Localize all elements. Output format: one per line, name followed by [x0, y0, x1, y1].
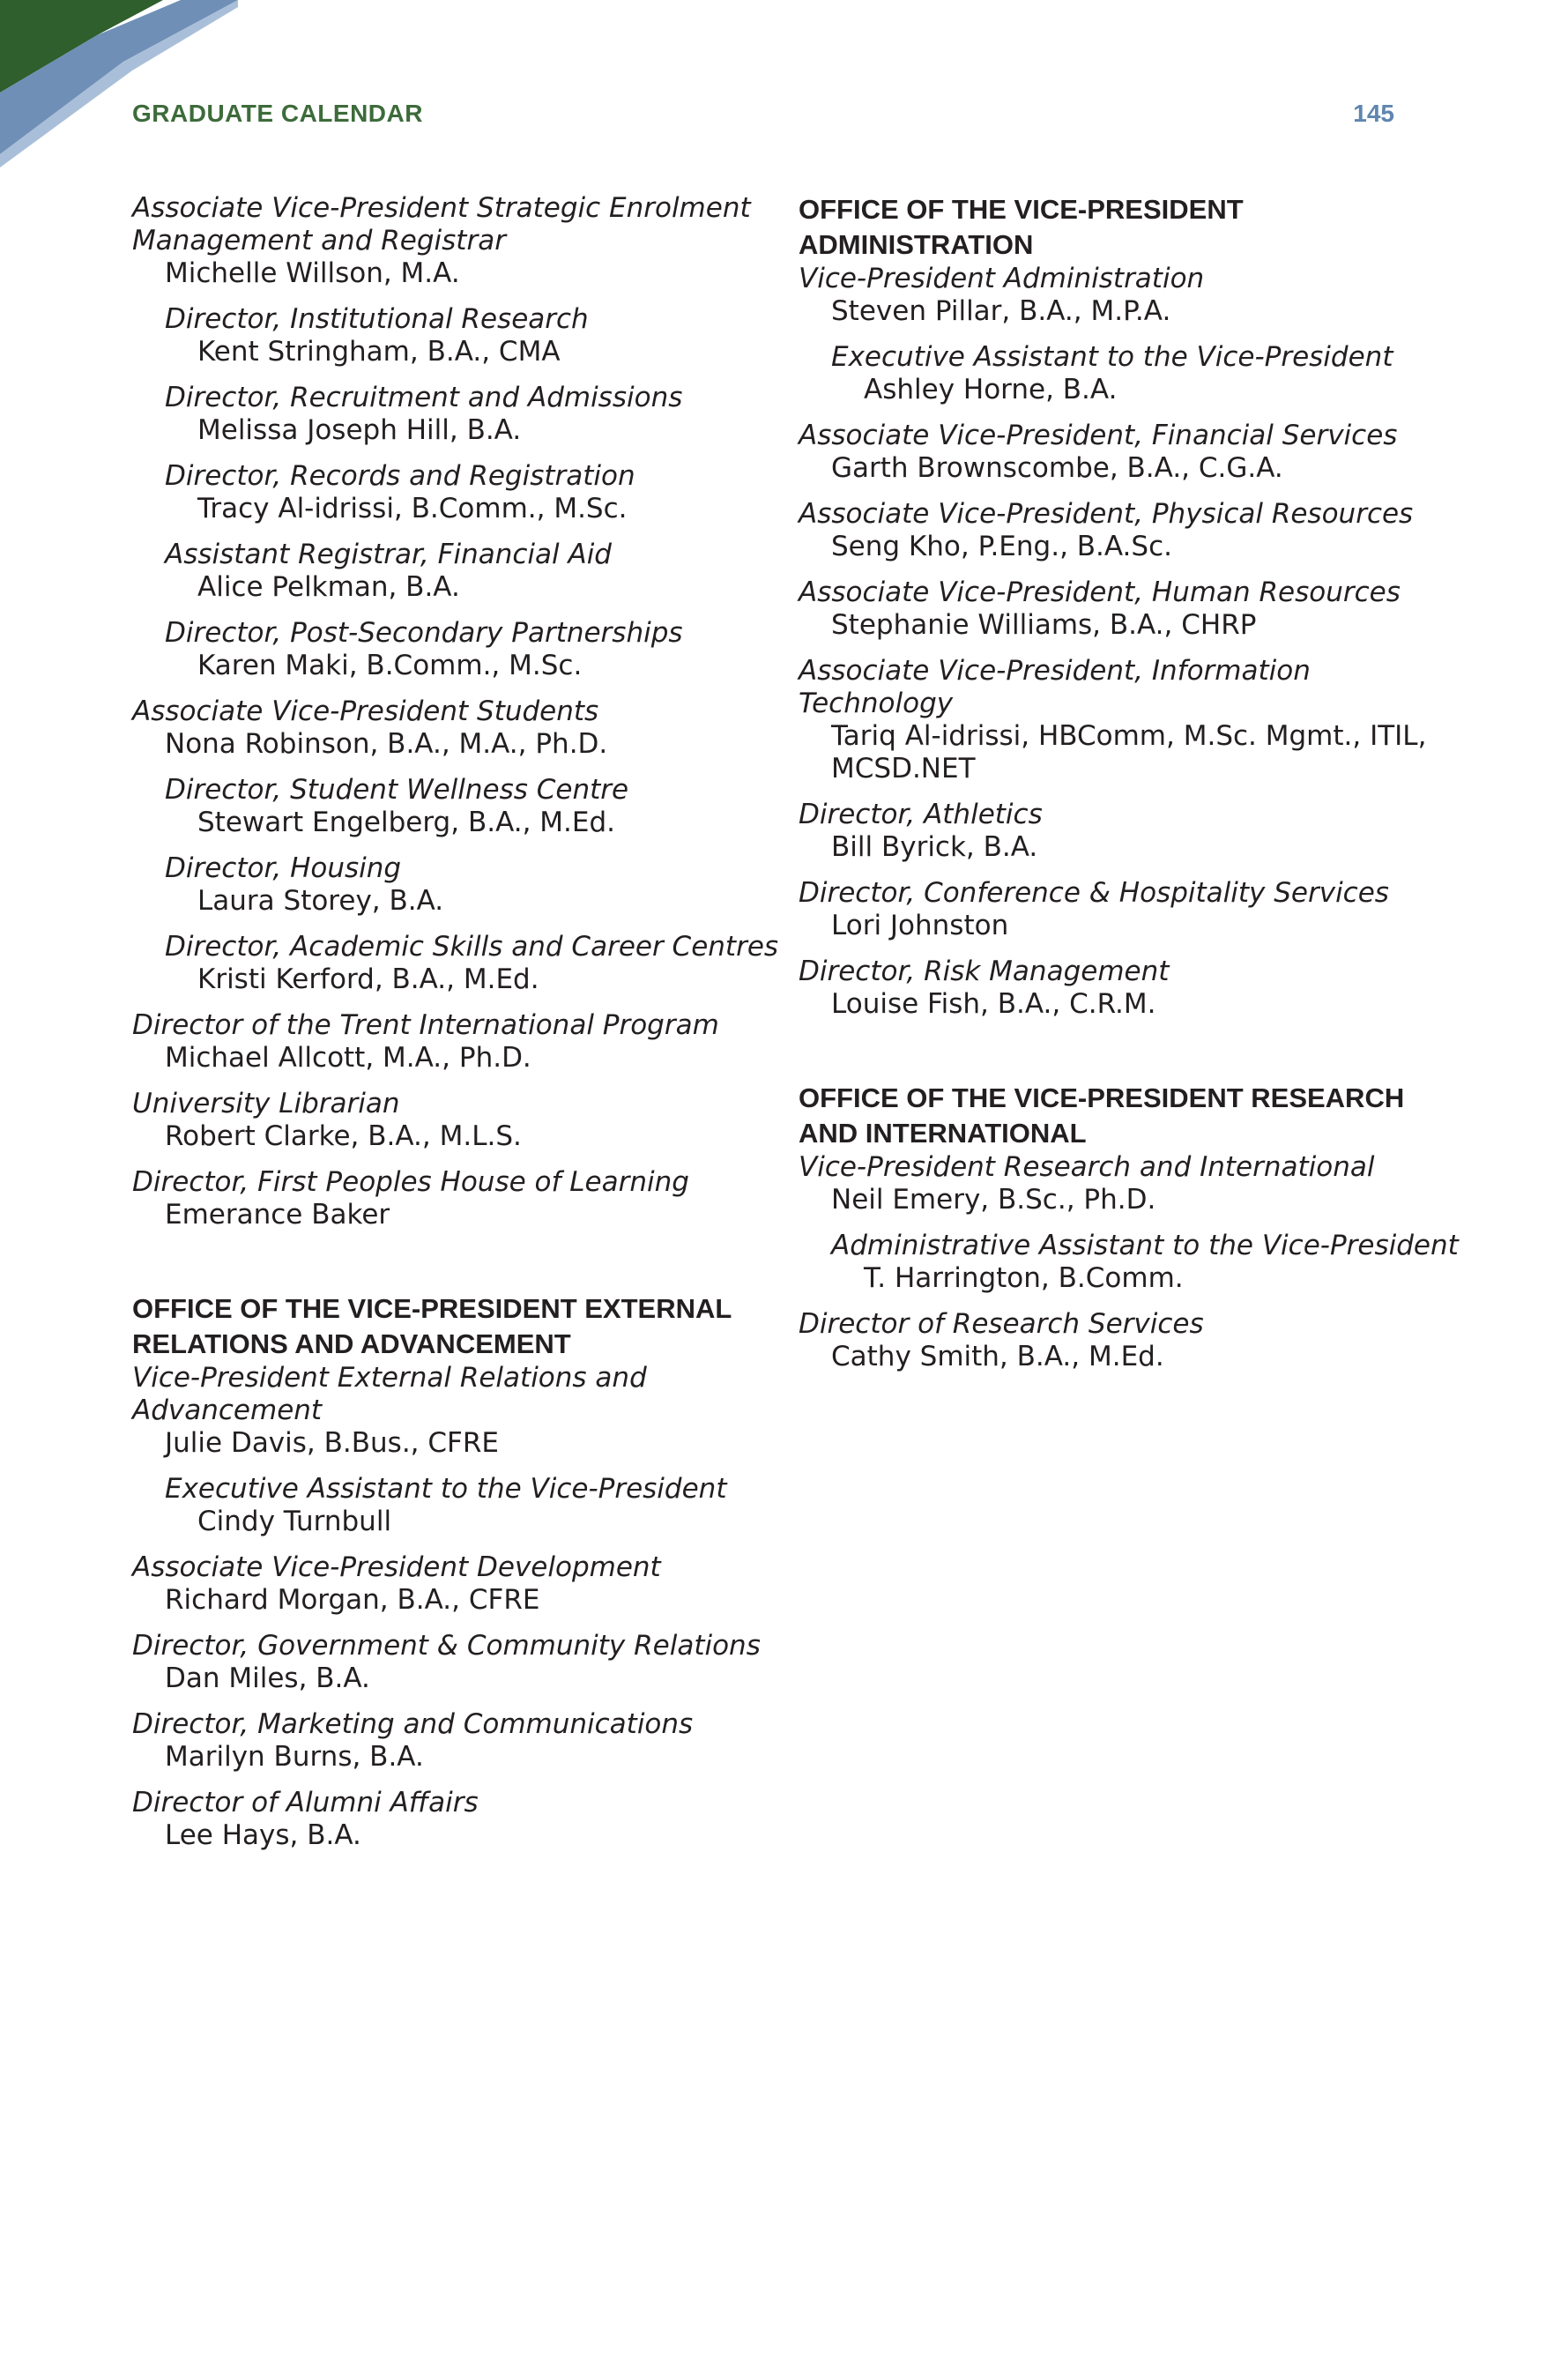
entry-name: Kristi Kerford, B.A., M.Ed. — [197, 963, 539, 995]
entry — [132, 1009, 802, 1075]
entry-role: Executive Assistant to the Vice-President — [831, 341, 1393, 373]
entry — [132, 617, 802, 682]
entry — [132, 1166, 802, 1231]
entry — [132, 852, 802, 918]
entry-role: Associate Vice-President, Physical Resources — [799, 498, 1414, 530]
entry-role: Vice-President External Relations and Advancement — [132, 1362, 647, 1426]
entry-name: Nona Robinson, B.A., M.A., Ph.D. — [165, 728, 608, 760]
entry-name: Tracy Al-idrissi, B.Comm., M.Sc. — [197, 493, 628, 524]
entry-name: Laura Storey, B.A. — [197, 885, 444, 917]
entry-name: Robert Clarke, B.A., M.L.S. — [165, 1120, 522, 1152]
section-heading: OFFICE OF THE VICE-PRESIDENT ADMINISTRATION — [799, 194, 1244, 260]
entry — [132, 1630, 802, 1695]
entry-role: Associate Vice-President Strategic Enrolment Management and Registrar — [132, 192, 751, 257]
entry — [132, 1708, 802, 1774]
entry-role: Administrative Assistant to the Vice-President — [831, 1230, 1459, 1261]
entry — [799, 799, 1468, 864]
entry — [132, 303, 802, 368]
entry — [799, 1230, 1468, 1295]
entry-name: Cathy Smith, B.A., M.Ed. — [831, 1341, 1164, 1372]
section-external-relations — [132, 1291, 802, 1852]
section-enrolment-students — [132, 192, 802, 1231]
entry-role: Associate Vice-President, Information Technology — [799, 655, 1311, 719]
entry-role: University Librarian — [132, 1088, 400, 1119]
entry-role: Director, Records and Registration — [165, 460, 635, 492]
entry-role: Associate Vice-President, Human Resources — [799, 576, 1401, 608]
entry-role: Director, Post-Secondary Partnerships — [165, 617, 683, 649]
entry-name: Richard Morgan, B.A., CFRE — [165, 1584, 540, 1616]
entry-name: T. Harrington, B.Comm. — [864, 1262, 1184, 1294]
entry — [132, 460, 802, 525]
page-number: 145 — [1353, 100, 1394, 127]
entry-role: Director, Housing — [165, 852, 402, 884]
entry — [799, 1308, 1468, 1373]
entry — [132, 1551, 802, 1617]
entry-name: Karen Maki, B.Comm., M.Sc. — [197, 650, 583, 681]
entry — [132, 774, 802, 839]
entry-role: Director, Government & Community Relations — [132, 1630, 761, 1662]
entry — [799, 341, 1468, 406]
entry — [132, 1088, 802, 1153]
entry-name: Emerance Baker — [165, 1199, 390, 1231]
entry — [132, 1787, 802, 1852]
section-heading: OFFICE OF THE VICE-PRESIDENT RESEARCH AND INTERNATIONAL — [799, 1082, 1405, 1149]
entry-role: Director of the Trent International Program — [132, 1009, 719, 1041]
section-administration — [799, 192, 1468, 1021]
entry-role: Director, Student Wellness Centre — [165, 774, 629, 806]
entry-role: Vice-President Administration — [799, 263, 1205, 294]
entry-role: Associate Vice-President, Financial Services — [799, 420, 1398, 451]
entry-role: Director, Risk Management — [799, 956, 1170, 987]
entry-role: Director of Alumni Affairs — [132, 1787, 479, 1818]
entry-name: Stewart Engelberg, B.A., M.Ed. — [197, 807, 616, 838]
entry-name: Julie Davis, B.Bus., CFRE — [165, 1427, 499, 1459]
entry-name: Bill Byrick, B.A. — [831, 831, 1038, 863]
entry-name: Louise Fish, B.A., C.R.M. — [831, 988, 1156, 1020]
entry-name: Tariq Al-idrissi, HBComm, M.Sc. Mgmt., ITIL, MCSD.NET — [831, 720, 1427, 785]
entry-role: Director, Conference & Hospitality Services — [799, 877, 1389, 909]
entry — [799, 1151, 1468, 1216]
entry-role: Associate Vice-President Development — [132, 1551, 661, 1583]
entry-name: Stephanie Williams, B.A., CHRP — [831, 609, 1257, 641]
entry-role: Director, First Peoples House of Learning — [132, 1166, 689, 1198]
entry-name: Steven Pillar, B.A., M.P.A. — [831, 295, 1171, 327]
entry-role: Assistant Registrar, Financial Aid — [165, 539, 612, 570]
entry-name: Melissa Joseph Hill, B.A. — [197, 414, 522, 446]
entry-name: Michael Allcott, M.A., Ph.D. — [165, 1042, 531, 1074]
entry-name: Marilyn Burns, B.A. — [165, 1741, 424, 1773]
section-heading: OFFICE OF THE VICE-PRESIDENT EXTERNAL RELATIONS AND ADVANCEMENT — [132, 1293, 732, 1359]
entry-name: Kent Stringham, B.A., CMA — [197, 336, 561, 368]
corner-decoration — [0, 0, 238, 167]
entry — [132, 695, 802, 761]
entry-name: Cindy Turnbull — [197, 1506, 392, 1537]
running-head: GRADUATE CALENDAR — [132, 100, 423, 127]
entry-name: Ashley Horne, B.A. — [864, 374, 1118, 405]
entry — [799, 263, 1468, 328]
entry — [132, 1473, 802, 1538]
entry-name: Seng Kho, P.Eng., B.A.Sc. — [831, 531, 1172, 562]
entry-role: Director, Marketing and Communications — [132, 1708, 694, 1740]
entry-role: Director, Athletics — [799, 799, 1043, 830]
entry-role: Executive Assistant to the Vice-President — [165, 1473, 727, 1505]
entry — [799, 420, 1468, 485]
entry — [799, 576, 1468, 642]
entry — [132, 382, 802, 447]
entry — [132, 192, 802, 290]
entry-role: Director, Recruitment and Admissions — [165, 382, 683, 413]
entry-name: Lori Johnston — [831, 910, 1009, 941]
entry — [799, 877, 1468, 942]
entry-role: Director, Academic Skills and Career Centres — [165, 931, 779, 963]
entry-role: Director of Research Services — [799, 1308, 1204, 1340]
entry-name: Lee Hays, B.A. — [165, 1819, 361, 1851]
entry-name: Alice Pelkman, B.A. — [197, 571, 460, 603]
entry-name: Dan Miles, B.A. — [165, 1662, 370, 1694]
entry-name: Michelle Willson, M.A. — [165, 257, 460, 289]
entry-role: Vice-President Research and International — [799, 1151, 1375, 1183]
section-research — [799, 1081, 1468, 1373]
entry — [799, 655, 1468, 785]
right-column — [799, 192, 1468, 1373]
left-column — [132, 192, 802, 1852]
entry — [132, 931, 802, 996]
entry — [799, 498, 1468, 563]
entry-role: Director, Institutional Research — [165, 303, 589, 335]
entry — [132, 1362, 802, 1460]
entry — [132, 539, 802, 604]
entry-name: Garth Brownscombe, B.A., C.G.A. — [831, 452, 1283, 484]
entry — [799, 956, 1468, 1021]
entry-name: Neil Emery, B.Sc., Ph.D. — [831, 1184, 1156, 1216]
entry-role: Associate Vice-President Students — [132, 695, 599, 727]
